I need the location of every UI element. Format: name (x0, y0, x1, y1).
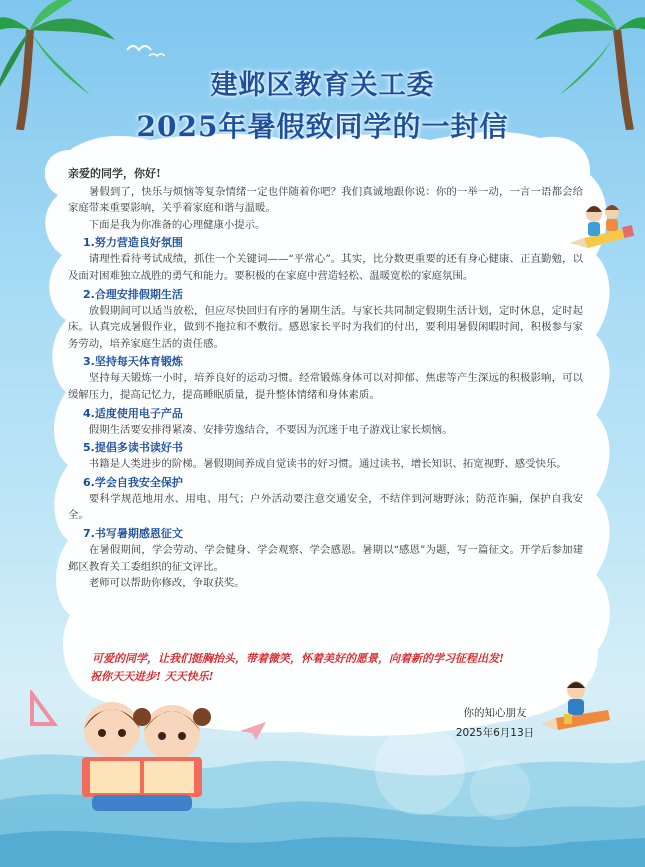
section-heading: 3.坚持每天体育锻炼 (83, 355, 183, 369)
kids-reading-icon (62, 695, 222, 815)
title-line-2: 2025年暑假致同学的一封信 (136, 110, 509, 143)
triangle-ruler-icon (28, 690, 58, 726)
section-heading: 4.适度使用电子产品 (83, 406, 183, 420)
letter-body (68, 166, 583, 592)
section-heading: 5.提倡多读书读好书 (83, 441, 183, 455)
closing-line-1: 可爱的同学，让我们挺胸抬头，带着微笑，怀着美好的愿景，向着新的学习征程出发! (92, 652, 504, 665)
section-body: 假期生活要安排得紧凑、安排劳逸结合，不要因为沉迷于电子游戏让家长烦恼。 (88, 423, 453, 436)
section-heading: 7.书写暑期感恩征文 (83, 526, 183, 540)
section-body: 坚持每天锻炼一小时，培养良好的运动习惯。经常锻炼身体可以对抑郁、焦虑等产生深远的积极影响，可以缓解压力，提高记忆力，提高睡眠质量，提升整体情绪和身体素质。 (68, 372, 583, 401)
intro-paragraph: 暑假到了，快乐与烦恼等复杂情绪一定也伴随着你吧？我们真诚地跟你说：你的一举一动，一言一语都会给家庭带来重要影响，关乎着家庭和谐与温暖。 (68, 185, 583, 215)
title-line-1: 建邺区教育关工委 (210, 70, 435, 101)
section-heading: 2.合理安排假期生活 (83, 287, 183, 301)
closing-message (92, 650, 592, 686)
seagull-icon (125, 38, 165, 60)
kid-on-pencil-icon (538, 676, 618, 746)
intro-paragraph: 下面是我为你准备的心理健康小提示。 (88, 218, 266, 231)
section-body-extra: 老师可以帮助你修改，争取获奖。 (88, 577, 245, 590)
section-body: 请理性看待考试成绩，抓住一个关键词——“平常心”。其实，比分数更重要的还有身心健康、正直勤勉，以及面对困难独立战胜的勇气和能力。要积极的在家庭中营造轻松、温暖宽松的家庭氛围。 (68, 253, 583, 282)
paper-plane-icon (240, 722, 266, 740)
section-body: 在暑假期间，学会劳动、学会健身、学会观察、学会感恩。暑期以“感恩”为题，写一篇征文。开学后参加建邺区教育关工委组织的征文评比。 (68, 543, 583, 573)
section-heading: 6.学会自我安全保护 (83, 475, 183, 489)
greeting: 亲爱的同学，你好! (68, 167, 161, 180)
signature: 你的知心朋友 (463, 707, 527, 719)
section-body: 要科学规范地用水、用电、用气；户外活动要注意交通安全，不结伴到河塘野泳；防范诈骗，保护自我安全。 (68, 492, 583, 522)
section-heading: 1.努力营造良好氛围 (83, 236, 183, 250)
section-body: 放假期间可以适当放松，但应尽快回归有序的暑期生活。与家长共同制定假期生活计划，定时休息，定时起床。认真完成暑假作业，做到不拖拉和不敷衍。感恩家长平时为我们的付出，要利用暑假闲暇时间，积极参与家务劳动，培养家庭生活的责任感。 (68, 304, 583, 350)
closing-line-2: 祝你天天进步! 天天快乐! (90, 670, 214, 683)
letter-date: 2025年6月13日 (455, 727, 535, 739)
section-body: 书籍是人类进步的阶梯。暑假期间养成自觉读书的好习惯。通过读书，增长知识、拓宽视野、感受快乐。 (88, 458, 567, 471)
